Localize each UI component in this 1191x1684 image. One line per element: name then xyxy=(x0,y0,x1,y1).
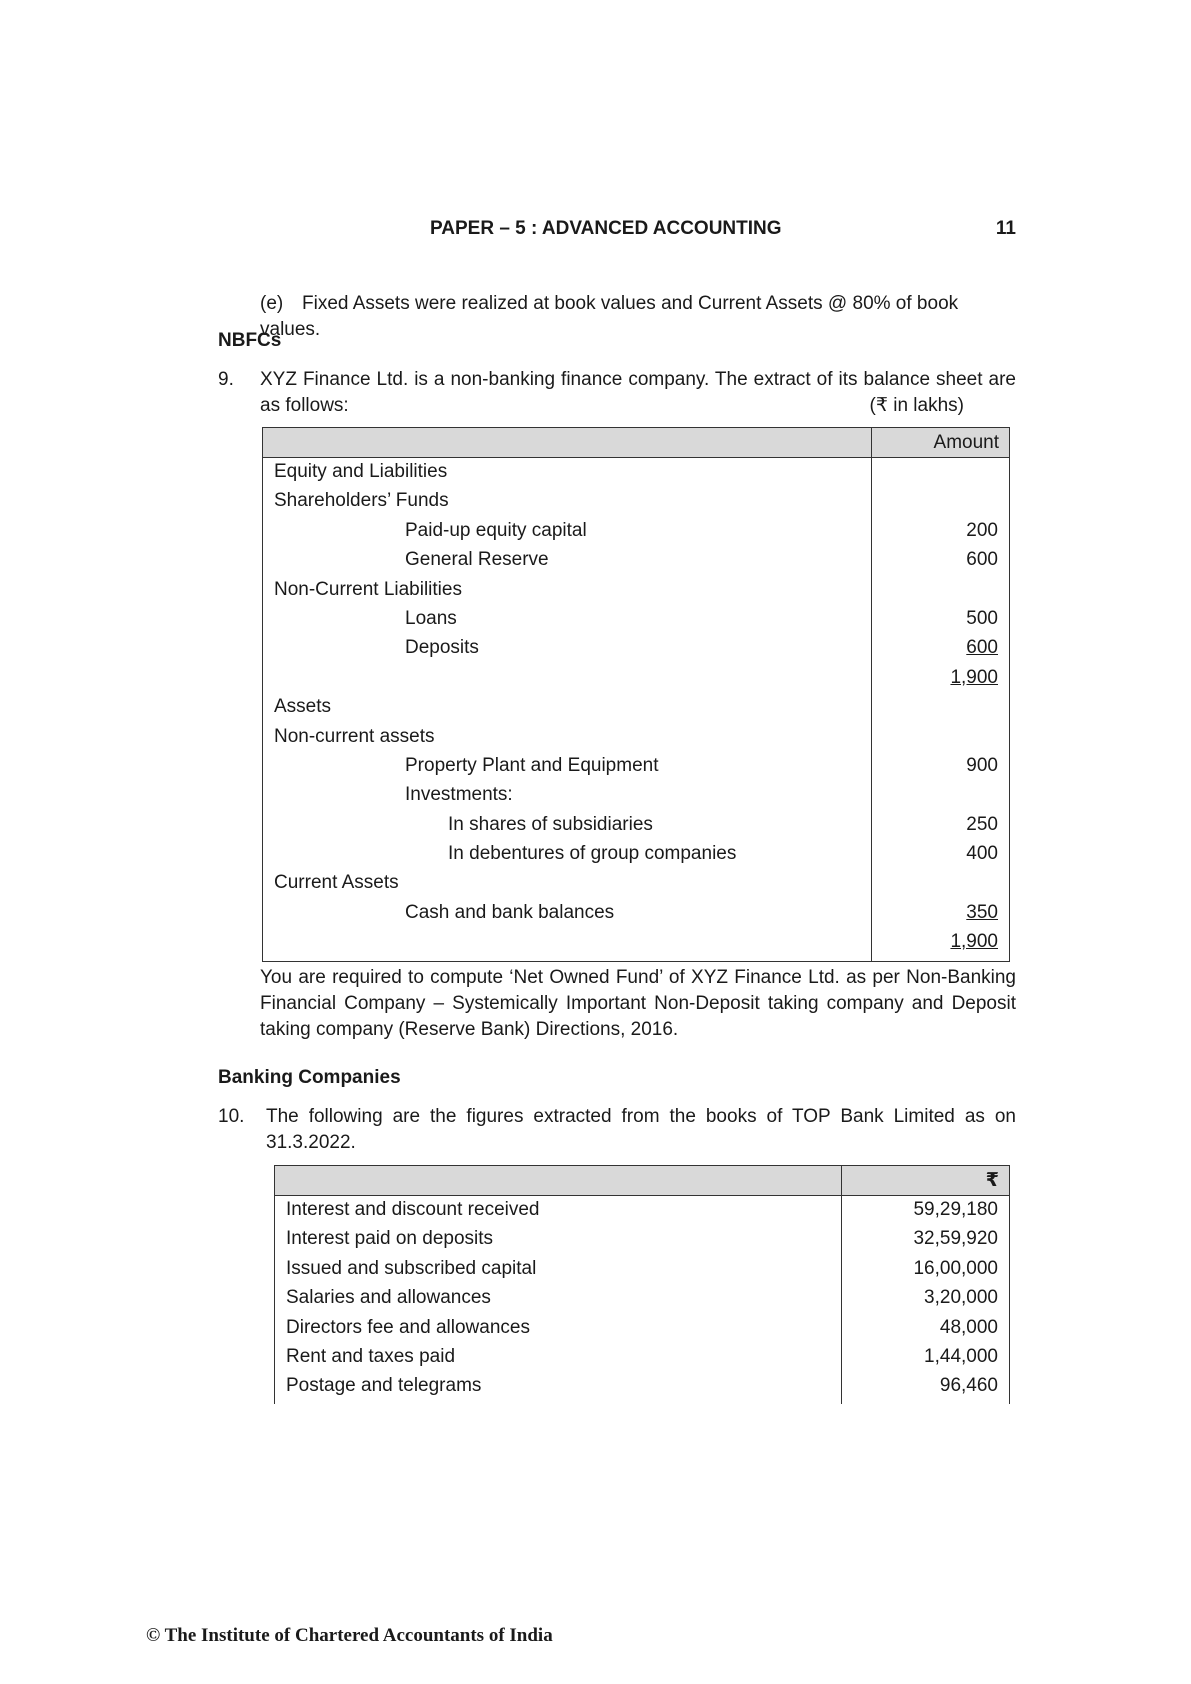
page-number: 11 xyxy=(995,218,1016,239)
table-row xyxy=(263,605,1009,634)
table-row xyxy=(263,899,1009,928)
row-label: Interest paid on deposits xyxy=(286,1228,494,1250)
table-row xyxy=(263,576,1009,605)
amount-unit: (₹ in lakhs) xyxy=(869,395,964,416)
item-e-label: (e) xyxy=(260,293,284,314)
row-label: Salaries and allowances xyxy=(286,1287,491,1309)
row-amount: 96,460 xyxy=(939,1375,998,1397)
row-amount: 900 xyxy=(966,754,998,776)
row-label: Non-Current Liabilities xyxy=(274,578,462,600)
section-heading-banking-companies: Banking Companies xyxy=(218,1067,401,1088)
question-10-text: The following are the figures extracted from the books of TOP Bank Limited as on 31.3.2022. xyxy=(266,1106,1016,1153)
row-amount: 59,29,180 xyxy=(913,1199,998,1220)
table-row xyxy=(275,1225,1009,1254)
row-amount: 1,44,000 xyxy=(924,1345,998,1367)
row-amount: 1,900 xyxy=(950,931,998,953)
table-header xyxy=(275,1166,1009,1196)
footer-copyright: © The Institute of Chartered Accountants of India xyxy=(146,1625,553,1646)
bank-figures-rows xyxy=(275,1196,1009,1402)
table-row xyxy=(263,781,1009,810)
row-label: Paid-up equity capital xyxy=(405,519,587,541)
row-label: Directors fee and allowances xyxy=(286,1316,530,1338)
row-amount: 48,000 xyxy=(939,1316,998,1338)
table-row xyxy=(275,1372,1009,1401)
row-label: In shares of subsidiaries xyxy=(448,813,653,835)
row-label: Deposits xyxy=(405,637,479,659)
row-label: General Reserve xyxy=(405,549,549,571)
row-amount: 400 xyxy=(966,843,998,865)
table-row xyxy=(275,1255,1009,1284)
balance-sheet-table xyxy=(262,427,1010,962)
row-label: Loans xyxy=(405,607,457,629)
table-row xyxy=(263,811,1009,840)
row-label: Cash and bank balances xyxy=(405,901,615,923)
item-e-text: Fixed Assets were realized at book values and Current Assets @ 80% of book values. xyxy=(260,293,959,340)
table-row xyxy=(263,840,1009,869)
table-header xyxy=(263,428,1009,458)
row-amount: 600 xyxy=(966,549,998,571)
row-label: In debentures of group companies xyxy=(448,843,737,865)
row-label: Postage and telegrams xyxy=(286,1375,482,1397)
row-amount: 250 xyxy=(966,813,998,835)
row-label: Issued and subscribed capital xyxy=(286,1257,537,1279)
table-row xyxy=(263,664,1009,693)
requirement-text: You are required to compute ‘Net Owned Fund’ of XYZ Finance Ltd. as per Non-Banking Financial Company – Systemically Important Non-Deposit taking company and Deposit taking company (Reserve Bank) Directions, 2016. xyxy=(260,967,1016,1040)
row-amount: 200 xyxy=(966,519,998,541)
table-row xyxy=(263,869,1009,898)
table-row xyxy=(263,928,1009,957)
table-row xyxy=(275,1343,1009,1372)
item-e xyxy=(260,291,1020,343)
question-9-prompt: XYZ Finance Ltd. is a non-banking finance company. The extract of its balance sheet are as follows: xyxy=(260,369,1016,416)
row-amount: 1,900 xyxy=(950,666,998,688)
question-10 xyxy=(218,1104,1016,1156)
row-label: Property Plant and Equipment xyxy=(405,754,659,776)
row-label: Assets xyxy=(274,696,332,718)
row-label: Non-current assets xyxy=(274,725,435,747)
question-9-requirement xyxy=(218,965,1016,1043)
balance-sheet-rows xyxy=(263,458,1009,958)
table-row xyxy=(275,1284,1009,1313)
row-label: Equity and Liabilities xyxy=(274,461,448,482)
table-row xyxy=(263,458,1009,487)
question-9-number: 9. xyxy=(218,369,234,390)
row-label: Investments: xyxy=(405,784,513,806)
row-amount: 3,20,000 xyxy=(924,1287,998,1309)
bank-figures-table xyxy=(274,1165,1010,1404)
row-label: Shareholders’ Funds xyxy=(274,490,449,512)
row-label: Rent and taxes paid xyxy=(286,1345,456,1367)
table-row xyxy=(263,752,1009,781)
table-row xyxy=(263,693,1009,722)
row-label: Current Assets xyxy=(274,872,399,894)
table-row xyxy=(275,1314,1009,1343)
table-row xyxy=(263,723,1009,752)
table-row xyxy=(263,634,1009,663)
question-9 xyxy=(218,367,1016,419)
question-10-number: 10. xyxy=(218,1106,245,1127)
row-amount: 500 xyxy=(966,607,998,629)
row-amount: 32,59,920 xyxy=(913,1228,998,1250)
rupee-header: ₹ xyxy=(985,1170,999,1191)
paper-title: PAPER – 5 : ADVANCED ACCOUNTING xyxy=(430,218,782,239)
question-9-text xyxy=(260,367,1016,419)
table-row xyxy=(263,546,1009,575)
row-label: Interest and discount received xyxy=(286,1199,540,1220)
table-row xyxy=(263,487,1009,516)
row-amount: 600 xyxy=(966,637,998,659)
table-row xyxy=(275,1196,1009,1225)
table-row xyxy=(263,517,1009,546)
row-amount: 16,00,000 xyxy=(913,1257,998,1279)
section-heading-nbfcs: NBFCs xyxy=(218,330,282,351)
row-amount: 350 xyxy=(966,901,998,923)
amount-header: Amount xyxy=(933,432,999,453)
